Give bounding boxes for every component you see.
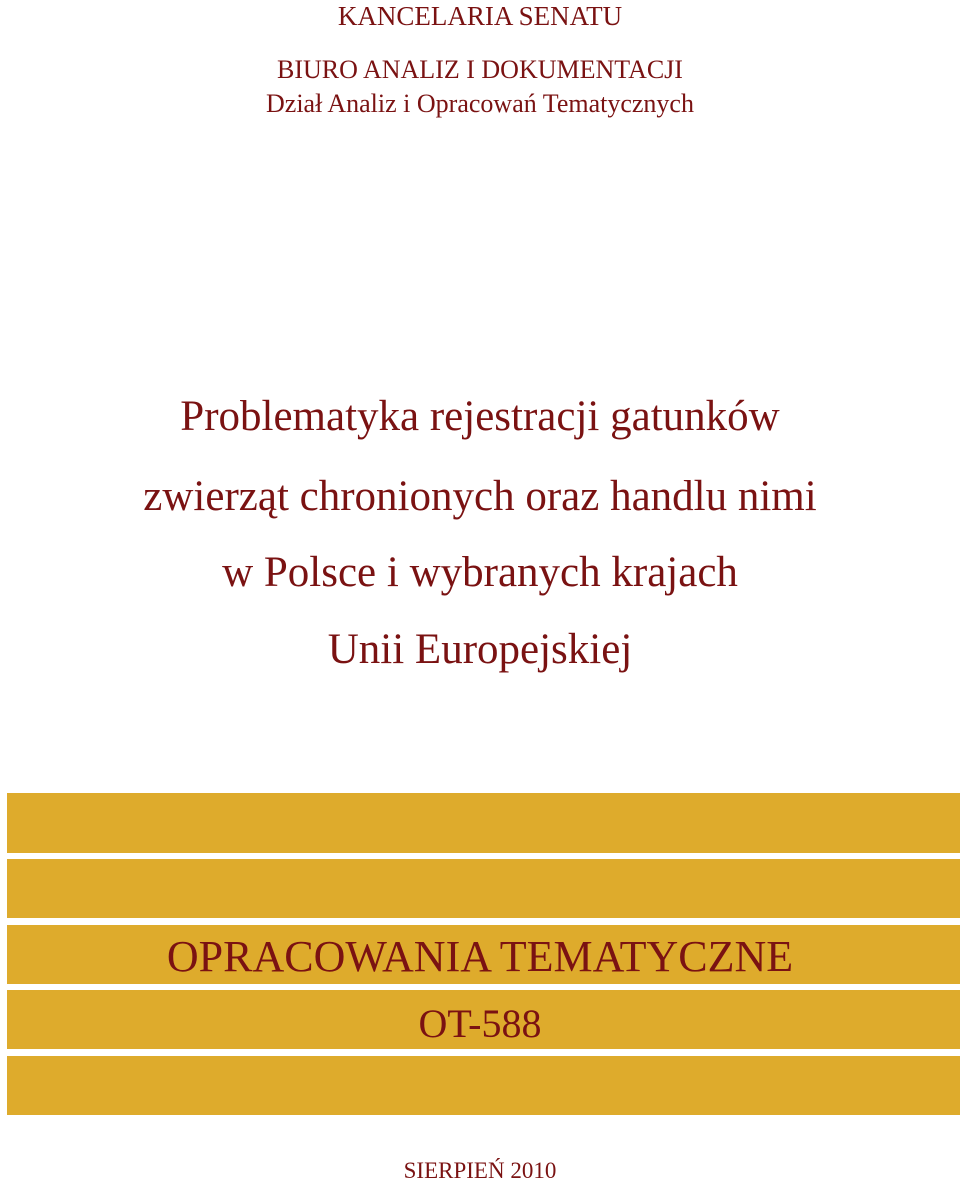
title-line-2: zwierząt chronionych oraz handlu nimi	[143, 473, 817, 520]
bureau-name: BIURO ANALIZ I DOKUMENTACJI	[277, 55, 683, 84]
banner-stripe	[7, 859, 960, 918]
title-line-4: Unii Europejskiej	[327, 626, 633, 673]
series-name: OPRACOWANIA TEMATYCZNE	[166, 932, 794, 981]
series-number: OT-588	[418, 1001, 542, 1046]
department-name: Dział Analiz i Opracowań Tematycznych	[266, 89, 694, 118]
banner-stripe	[7, 1056, 960, 1115]
publication-date: SIERPIEŃ 2010	[403, 1158, 557, 1183]
chancellery-name: KANCELARIA SENATU	[337, 1, 623, 31]
banner-stripe	[7, 793, 960, 853]
title-line-3: w Polsce i wybranych krajach	[222, 549, 738, 596]
title-line-1: Problematyka rejestracji gatunków	[180, 393, 780, 440]
